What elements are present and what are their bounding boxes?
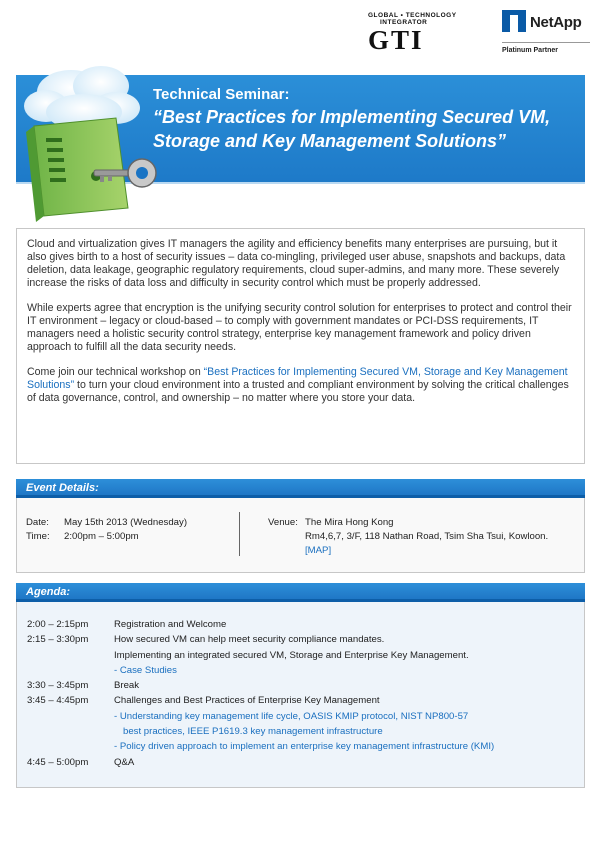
intro-paragraph-3 <box>27 366 575 405</box>
agenda-time: 2:00 – 2:15pm <box>27 619 89 630</box>
agenda-item: Implementing an integrated secured VM, Storage and Enterprise Key Management. <box>114 649 469 661</box>
agenda-time <box>17 709 114 724</box>
netapp-logo <box>502 10 592 56</box>
agenda-row <box>17 663 584 678</box>
event-details-box <box>16 498 585 573</box>
agenda-item: How secured VM can help meet security compliance mandates. <box>114 634 385 646</box>
event-divider <box>239 512 240 556</box>
netapp-partner-label: Platinum Partner <box>502 42 590 54</box>
banner-title <box>153 85 573 153</box>
agenda-row <box>17 755 584 770</box>
agenda-row <box>17 648 584 663</box>
banner-kicker: Technical Seminar: <box>153 86 290 103</box>
agenda-row <box>17 709 584 724</box>
agenda-time: 2:15 – 3:30pm <box>27 634 89 646</box>
agenda-row <box>17 678 584 693</box>
intro-paragraph-1: Cloud and virtualization gives IT managers the agility and efficiency benefits many enterprises are pursuing, but it also gives birth to a host of security issues – data co-mingling, privileged user abuse, snapshots and backups, data deletion, data leakage, geographic regulatory requirements, cloud super-admins, and many more. These severely increase the risks of data loss and difficulty in security control which must be properly addressed. <box>27 238 566 289</box>
time-value: 2:00pm – 5:00pm <box>64 531 139 542</box>
agenda-subitem: - Policy driven approach to implement an enterprise key management infrastructure (KMI) <box>114 741 495 753</box>
map-link[interactable]: [MAP] <box>305 545 332 556</box>
agenda-heading: Agenda: <box>16 583 585 602</box>
agenda-item: Challenges and Best Practices of Enterprise Key Management <box>114 695 380 707</box>
seminar-title-highlight: “Best Practices for Implementing Secured VM, Storage and Key Management Solutions” <box>27 366 568 391</box>
netapp-wordmark: NetApp <box>530 14 582 31</box>
cloud-server-key-icon <box>16 58 166 228</box>
gti-wordmark: GTI <box>368 25 424 55</box>
gti-logo <box>368 12 457 56</box>
agenda-box <box>16 602 585 788</box>
agenda-row <box>17 739 584 754</box>
venue-address: Rm4,6,7, 3/F, 118 Nathan Road, Tsim Sha Tsui, Kowloon. <box>305 531 549 542</box>
agenda-subitem: best practices, IEEE P1619.3 key management infrastructure <box>123 726 383 738</box>
banner-subject: “Best Practices for Implementing Secured VM, Storage and Key Management Solutions” <box>153 107 551 151</box>
agenda-item: Registration and Welcome <box>114 619 227 630</box>
venue-label: Venue: <box>268 517 298 528</box>
agenda-row <box>17 693 584 708</box>
agenda-time: 3:45 – 4:45pm <box>27 695 89 707</box>
intro-p3-lead: Come join our technical workshop on <box>27 366 204 378</box>
date-label: Date: <box>26 517 49 528</box>
agenda-time <box>17 739 114 754</box>
gti-tagline-1: GLOBAL • TECHNOLOGY <box>368 12 457 19</box>
intro-p3-tail: to turn your cloud environment into a trusted and compliant environment by solving the critical challenges of data governance, control, and ownership – no matter where you store your data. <box>27 379 569 404</box>
agenda-time: 4:45 – 5:00pm <box>27 756 89 768</box>
agenda-row <box>17 632 584 647</box>
agenda-time <box>17 724 114 739</box>
agenda-subitem: - Case Studies <box>114 664 177 676</box>
agenda-time <box>17 648 114 663</box>
agenda-time: 3:30 – 3:45pm <box>27 680 89 692</box>
gti-tagline-2: INTEGRATOR <box>380 19 428 26</box>
date-value: May 15th 2013 (Wednesday) <box>64 517 188 528</box>
agenda-time <box>17 663 114 678</box>
netapp-n-icon <box>502 10 526 32</box>
agenda-row <box>17 617 584 632</box>
time-label: Time: <box>26 531 50 542</box>
agenda-item: Q&A <box>114 756 135 768</box>
event-details-heading: Event Details: <box>16 479 585 498</box>
agenda-row <box>17 724 584 739</box>
venue-name: The Mira Hong Kong <box>305 517 394 528</box>
intro-paragraph-2: While experts agree that encryption is the unifying security control solution for enterprises to protect and control their IT environment – legacy or cloud-based – to comply with government mandates or PCI-DSS requirements, IT managers need a holistic security control strategy, enterprise key management framework and policy driven approach to fulfill all the data security needs. <box>27 302 572 353</box>
agenda-item: Break <box>114 680 140 692</box>
agenda-subitem: - Understanding key management life cycle, OASIS KMIP protocol, NIST NP800-57 <box>114 710 469 722</box>
intro-text-box <box>16 228 585 464</box>
